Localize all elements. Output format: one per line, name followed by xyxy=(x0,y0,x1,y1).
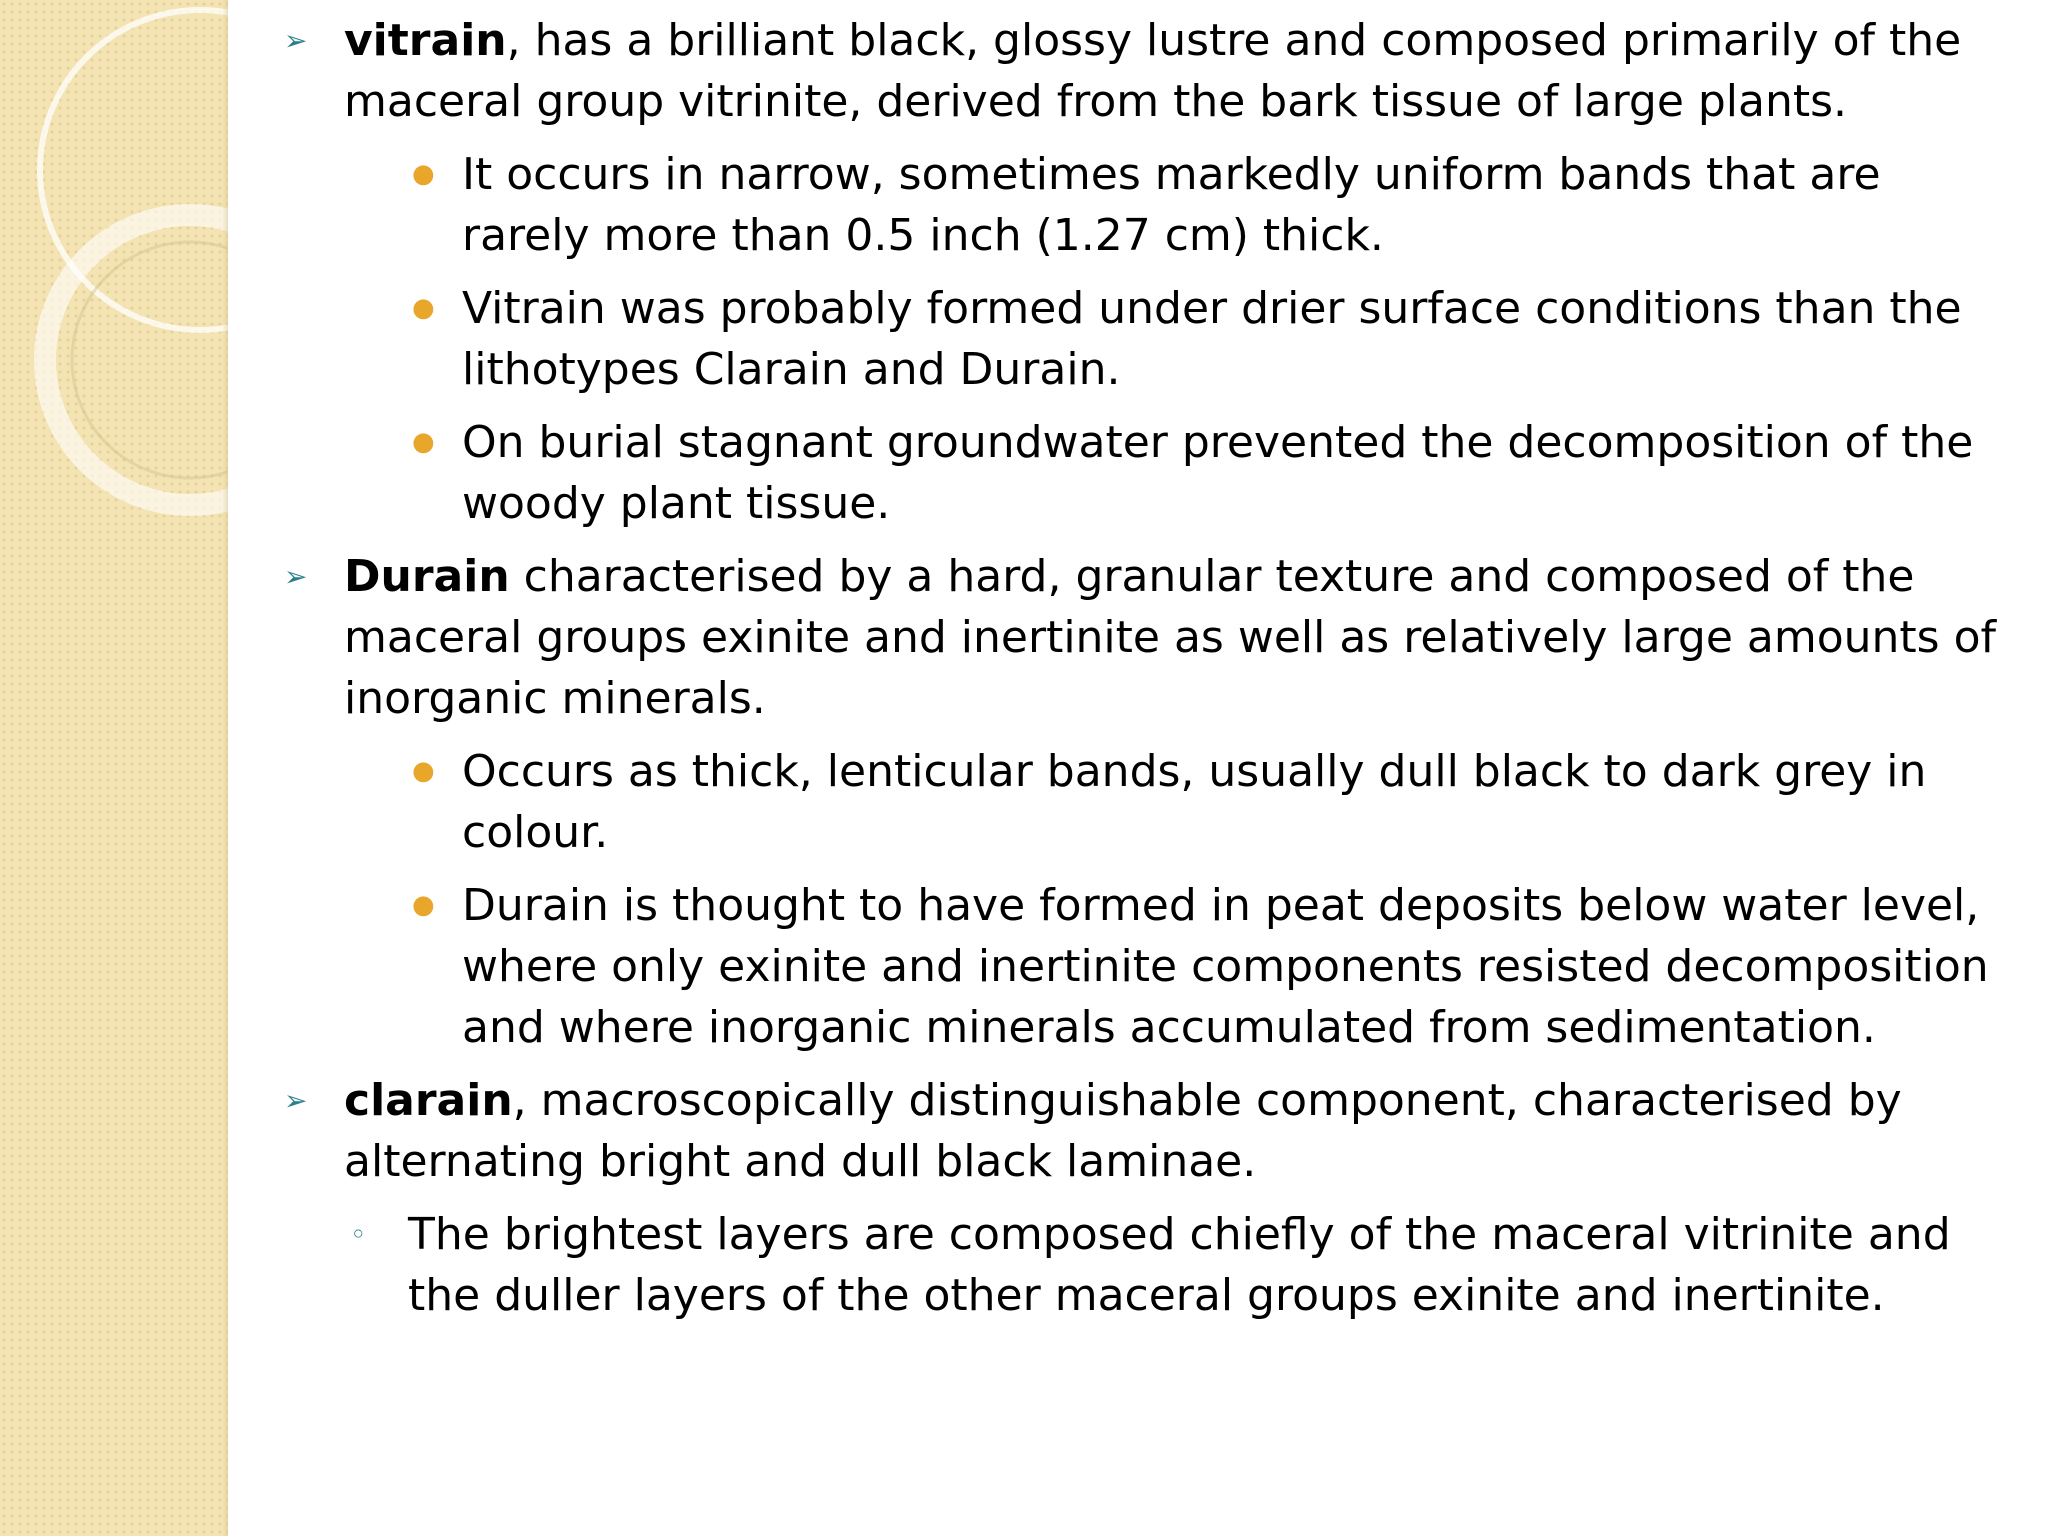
dot-bullet-icon: ● xyxy=(412,293,435,323)
term-label: clarain xyxy=(344,1075,513,1126)
sub-bullet xyxy=(280,741,2000,863)
term-label: Durain xyxy=(344,551,510,602)
arrow-bullet-icon: ➢ xyxy=(284,560,308,593)
ring-decoration-icon xyxy=(0,0,228,1536)
sub-bullet xyxy=(280,412,2000,534)
bullet-text: , has a brilliant black, glossy lustre and composed primarily of the maceral group vitrinite, derived from the bark tissue of large plants. xyxy=(344,15,1962,127)
arrow-bullet-icon: ➢ xyxy=(284,1084,308,1117)
dot-bullet-icon: ● xyxy=(412,756,435,786)
sub-bullet-text: On burial stagnant groundwater prevented the decomposition of the woody plant tissue. xyxy=(462,417,1974,529)
bullet-clarain xyxy=(280,1070,2000,1192)
sub-bullet xyxy=(280,278,2000,400)
dot-bullet-icon: ● xyxy=(412,890,435,920)
circle-bullet-icon: ◦ xyxy=(350,1218,367,1251)
bullet-durain xyxy=(280,546,2000,729)
sub-bullet xyxy=(280,144,2000,266)
bullet-text: , macroscopically distinguishable component, characterised by alternating bright and dull black laminae. xyxy=(344,1075,1902,1187)
sub-bullet-text: The brightest layers are composed chiefly of the maceral vitrinite and the duller layers of the other maceral groups exinite and inertinite. xyxy=(408,1209,1951,1321)
bullet-vitrain xyxy=(280,10,2000,132)
sub-bullet xyxy=(280,875,2000,1058)
bullet-text: characterised by a hard, granular texture and composed of the maceral groups exinite and inertinite as well as relatively large amounts of inorganic minerals. xyxy=(344,551,1996,724)
sub-bullet-text: Durain is thought to have formed in peat deposits below water level, where only exinite and inertinite components resisted decomposition and where inorganic minerals accumulated from sedimentation. xyxy=(462,880,1989,1053)
sub-bullet-text: It occurs in narrow, sometimes markedly uniform bands that are rarely more than 0.5 inch (1.27 cm) thick. xyxy=(462,149,1881,261)
sub-bullet xyxy=(280,1204,2000,1326)
term-label: vitrain xyxy=(344,15,507,66)
dot-bullet-icon: ● xyxy=(412,159,435,189)
decorative-sidebar xyxy=(0,0,228,1536)
sub-bullet-text: Occurs as thick, lenticular bands, usually dull black to dark grey in colour. xyxy=(462,746,1927,858)
dot-bullet-icon: ● xyxy=(412,427,435,457)
sub-bullet-text: Vitrain was probably formed under drier surface conditions than the lithotypes Clarain and Durain. xyxy=(462,283,1962,395)
slide-content xyxy=(280,10,2000,1338)
arrow-bullet-icon: ➢ xyxy=(284,24,308,57)
